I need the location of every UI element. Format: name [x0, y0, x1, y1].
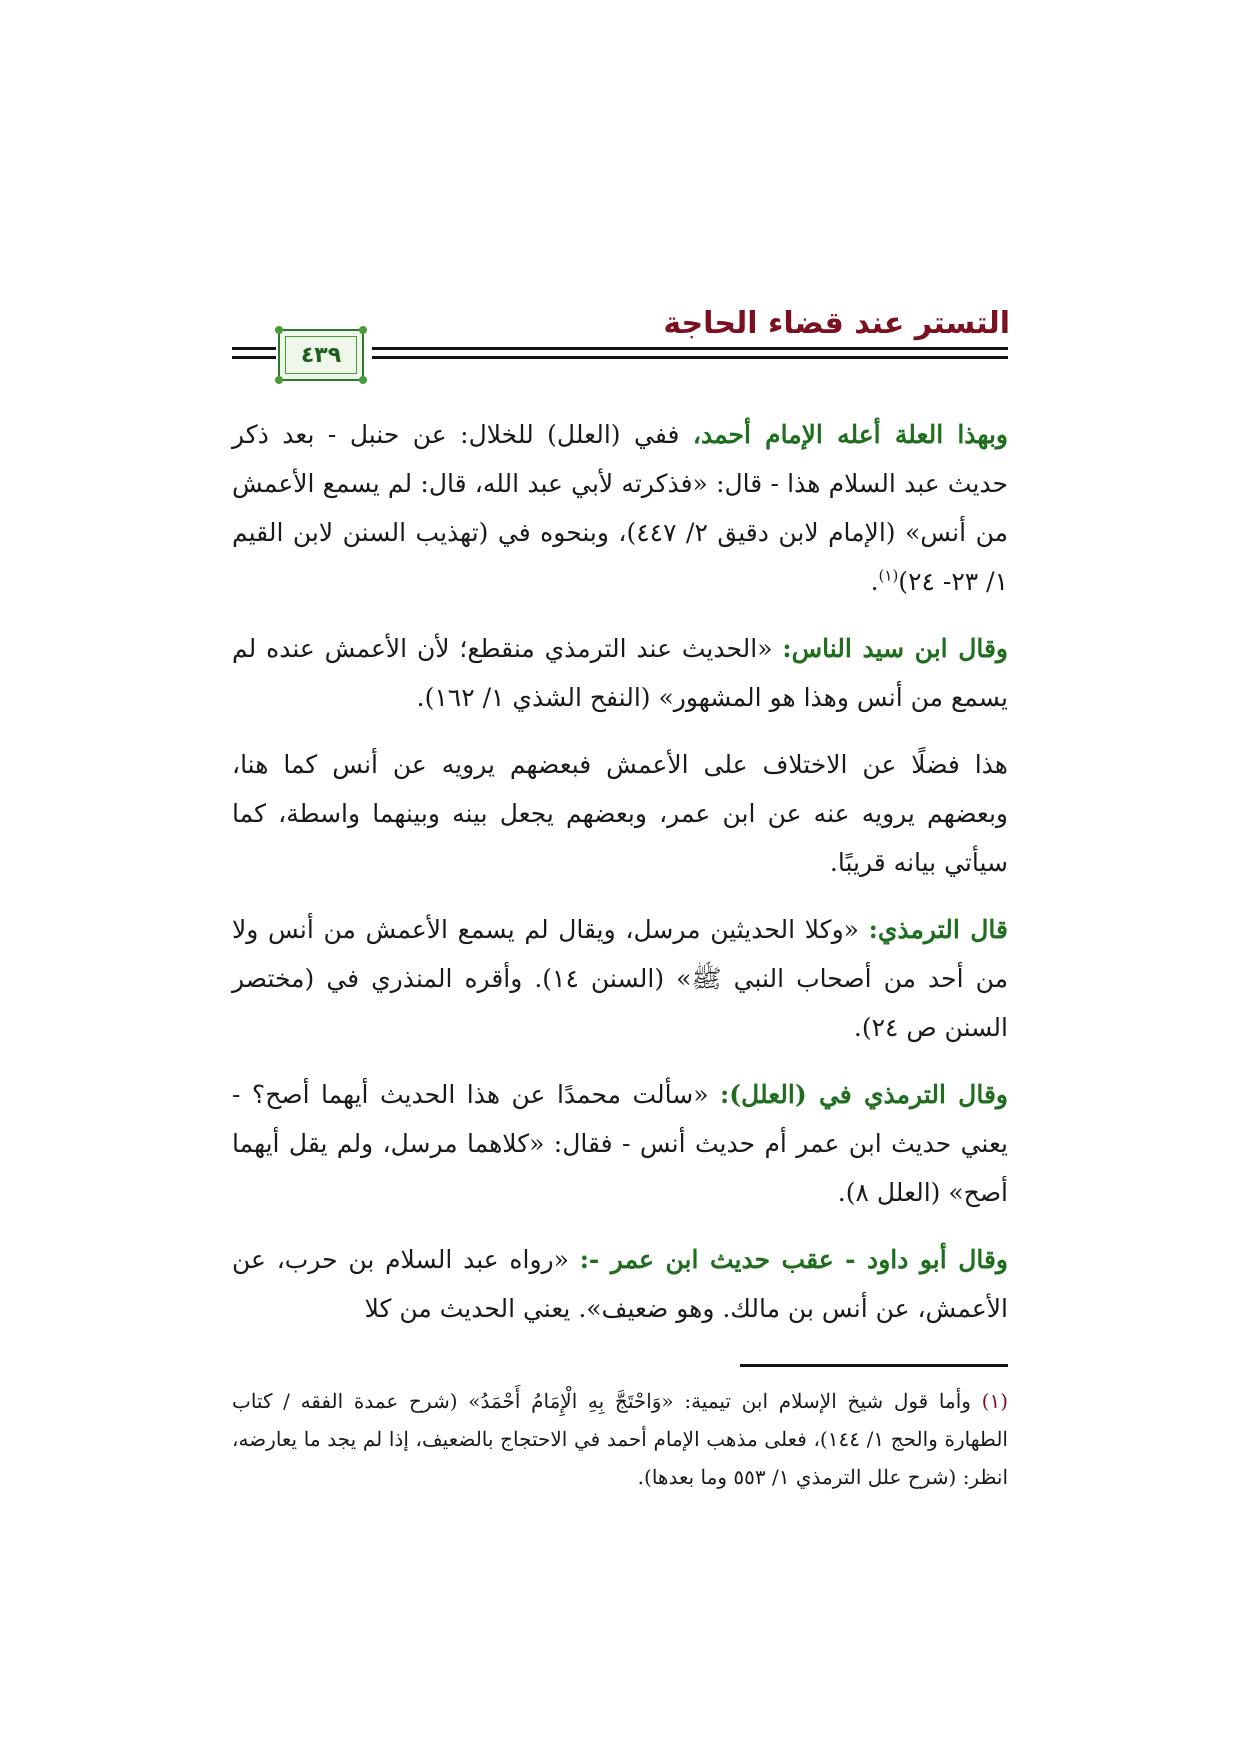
- footnote-ref[interactable]: (١): [878, 566, 899, 585]
- header-rule: [232, 347, 276, 350]
- paragraph: [232, 1070, 1008, 1217]
- main-text: [232, 410, 1008, 1351]
- paragraph-text: ففي (العلل) للخلال: عن حنبل - بعد ذكر حديث عبد السلام هذا - قال: «فذكرته لأبي عبد الله، قال: لم يسمع الأعمش من أنس» (الإمام لابن دقيق ٢/ ٤٤٧)، وبنحوه في (تهذيب السنن لابن القيم ١/ ٢٣- ٢٤): [232, 420, 1008, 596]
- paragraph-text: «وكلا الحديثين مرسل، ويقال لم يسمع الأعمش من أنس ولا من أحد من أصحاب النبي ﷺ» (السنن ١٤). وأقره المنذري في (مختصر السنن ص ٢٤).: [232, 915, 1008, 1042]
- paragraph-text: «الحديث عند الترمذي منقطع؛ لأن الأعمش عنده لم يسمع من أنس وهذا هو المشهور» (النفح الشذي ١/ ١٦٢).: [232, 634, 1008, 712]
- ornament-icon: [275, 376, 283, 384]
- header-rule: [372, 347, 1008, 350]
- page-number: ٤٣٩: [285, 336, 357, 374]
- ornament-icon: [275, 326, 283, 334]
- footnote-text: وأما قول شيخ الإسلام ابن تيمية: «وَاحْتَجَّ بِهِ الْإِمَامُ أَحْمَدُ» (شرح عمدة الفقه / كتاب الطهارة والحج ١/ ١٤٤)، فعلى مذهب الإمام أحمد في الاحتجاج بالضعيف، إذا لم يجد ما يعارضه، انظر: (شرح علل الترمذي ١/ ٥٥٣ وما بعدها).: [232, 1389, 1008, 1489]
- paragraph-tail: .: [870, 567, 879, 596]
- paragraph-text: «رواه عبد السلام بن حرب، عن الأعمش، عن أنس بن مالك. وهو ضعيف». يعني الحديث من كلا: [232, 1245, 1008, 1323]
- ornament-icon: [359, 326, 367, 334]
- paragraph: [232, 740, 1008, 887]
- paragraph-lead: وبهذا العلة أعله الإمام أحمد،: [692, 420, 1008, 449]
- paragraph-lead: وقال الترمذي في (العلل):: [719, 1080, 1008, 1109]
- footnote-number: (١): [981, 1389, 1008, 1413]
- paragraph-lead: وقال أبو داود - عقب حديث ابن عمر -:: [579, 1245, 1008, 1274]
- paragraph: [232, 905, 1008, 1052]
- paragraph-text: هذا فضلًا عن الاختلاف على الأعمش فبعضهم يرويه عن أنس كما هنا، وبعضهم يرويه عنه عن ابن عمر، وبعضهم يجعل بينه وبينهما واسطة، كما سيأتي بيانه قريبًا.: [232, 750, 1008, 877]
- paragraph: [232, 624, 1008, 722]
- header-rule: [372, 356, 1008, 359]
- running-title: التستر عند قضاء الحاجة: [663, 306, 1010, 341]
- footnote-separator: [740, 1364, 1008, 1367]
- footnotes: [232, 1382, 1008, 1496]
- ornament-icon: [359, 376, 367, 384]
- header-rule: [232, 356, 276, 359]
- paragraph: [232, 1235, 1008, 1333]
- paragraph-text: «سألت محمدًا عن هذا الحديث أيهما أصح؟ - يعني حديث ابن عمر أم حديث أنس - فقال: «كلاهما مرسل، ولم يقل أيهما أصح» (العلل ٨).: [232, 1080, 1008, 1207]
- page-number-badge: [278, 329, 364, 381]
- footnote: [232, 1382, 1008, 1496]
- paragraph: [232, 410, 1008, 606]
- paragraph-lead: قال الترمذي:: [868, 915, 1008, 944]
- paragraph-lead: وقال ابن سيد الناس:: [782, 634, 1009, 663]
